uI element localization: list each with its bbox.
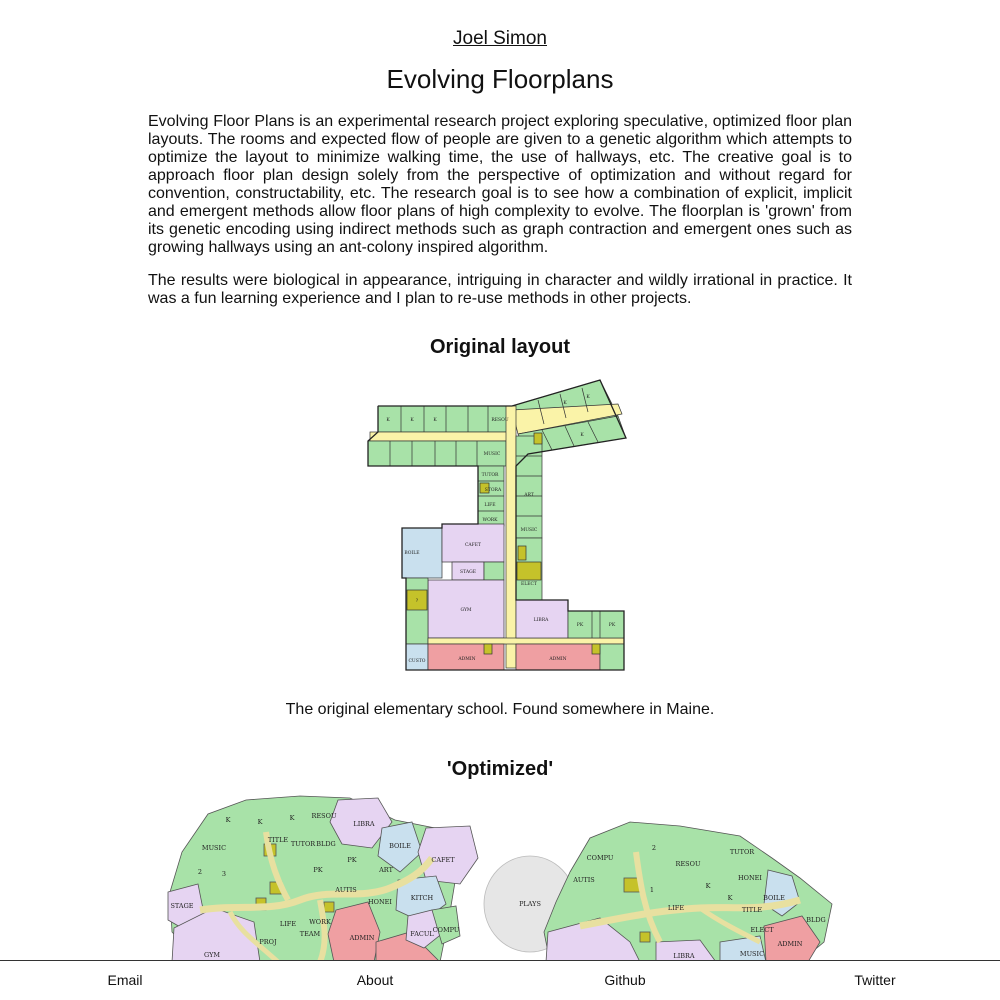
- olive-room: [484, 644, 492, 654]
- label-pk: PK: [313, 866, 323, 874]
- label-compu: COMPU: [432, 926, 460, 934]
- label-pk: PK: [608, 623, 616, 628]
- label-elect: ELECT: [520, 582, 538, 587]
- label-q: ?: [415, 599, 419, 604]
- classroom: [600, 644, 624, 670]
- label-admin: ADMIN: [549, 657, 567, 662]
- label-libra: LIBRA: [353, 820, 375, 828]
- label-team: TEAM: [299, 930, 321, 938]
- page-title: Evolving Floorplans: [386, 64, 614, 94]
- olive-room: [592, 644, 600, 654]
- optimized-heading: 'Optimized': [446, 758, 554, 780]
- label-title: TITLE: [741, 906, 763, 914]
- intro-paragraph-2: The results were biological in appearance, intriguing in character and wildly irrational in practice. It was a fun learning experience and I plan to re-use methods in other projects.: [148, 272, 852, 307]
- olive-room: [324, 902, 334, 912]
- classroom: [406, 578, 428, 644]
- original-floorplan-image: [360, 376, 630, 676]
- hallway: [428, 638, 624, 644]
- label-boile: BOILE: [763, 894, 785, 902]
- hallway: [370, 432, 512, 441]
- olive-room: [534, 433, 542, 444]
- label-life: LIFE: [279, 920, 297, 928]
- label-stora: STORA: [484, 488, 502, 493]
- footer-nav: [0, 960, 1000, 1000]
- footer-link-email[interactable]: Email: [107, 972, 143, 988]
- label-k: K: [727, 894, 733, 902]
- label-compu: COMPU: [586, 854, 614, 862]
- label-music: MUSIC: [520, 528, 538, 533]
- olive-room: [640, 932, 650, 942]
- label-tutor: TUTOR: [481, 473, 499, 478]
- label-gym: GYM: [203, 951, 221, 959]
- intro-paragraph-1: Evolving Floor Plans is an experimental research project exploring speculative, optimized floor plan layouts. The rooms and expected flow of people are given to a genetic algorithm which attempts to optimize the layout to minimize walking time, the use of hallways, etc. The creative goal is to approach floor plan design solely from the perspective of optimization and without regard for convention, constructability, etc. The research goal is to see how a combination of explicit, implicit and emergent methods allow floor plans of high complexity to evolve. The floorplan is 'grown' from its genetic encoding using indirect methods such as graph contraction and emergent ones such as growing hallways using an ant-colony inspired algorithm.: [148, 113, 852, 256]
- label-pk: PK: [347, 856, 357, 864]
- label-music: MUSIC: [201, 844, 227, 852]
- label-k: K: [410, 418, 414, 423]
- label-n3: 3: [221, 870, 227, 878]
- original-layout-heading: Original layout: [429, 336, 571, 358]
- label-resou: RESOU: [311, 812, 337, 820]
- label-k: K: [705, 882, 711, 890]
- label-n2: 2: [651, 844, 657, 852]
- label-boile: BOILE: [389, 842, 411, 850]
- label-admin: ADMIN: [349, 934, 375, 942]
- label-tutor: TUTOR: [290, 840, 316, 848]
- label-stage: STAGE: [460, 570, 476, 575]
- label-k: K: [586, 395, 590, 400]
- label-title: TITLE: [267, 836, 289, 844]
- classroom: [484, 562, 504, 580]
- label-gym: GYM: [460, 608, 472, 613]
- label-tutor: TUTOR: [729, 848, 755, 856]
- label-k: K: [433, 418, 437, 423]
- footer-link-about[interactable]: About: [356, 972, 394, 988]
- hallway: [506, 406, 516, 668]
- label-art: ART: [379, 866, 393, 874]
- label-n1: 1: [649, 886, 655, 894]
- label-admin: ADMIN: [777, 940, 803, 948]
- label-boile: BOILE: [404, 551, 420, 556]
- label-bldg: BLDG: [806, 916, 826, 924]
- label-music: MUSIC: [739, 950, 765, 958]
- label-resou: RESOU: [675, 860, 701, 868]
- author-header: [0, 28, 1000, 50]
- label-pk: PK: [576, 623, 584, 628]
- label-stage: STAGE: [170, 902, 194, 910]
- label-elect: ELECT: [750, 926, 774, 934]
- label-life: LIFE: [484, 503, 496, 508]
- label-life: LIFE: [667, 904, 685, 912]
- label-k: K: [580, 433, 584, 438]
- label-admin: ADMIN: [458, 657, 476, 662]
- label-work: WORK: [309, 918, 331, 926]
- label-music: MUSIC: [483, 452, 501, 457]
- label-art: ART: [524, 493, 534, 498]
- author-link[interactable]: Joel Simon: [453, 28, 547, 49]
- label-libra: LIBRA: [533, 618, 549, 623]
- classroom: [516, 436, 542, 538]
- label-work: WORK: [482, 518, 498, 523]
- blue-room: [406, 644, 428, 670]
- label-n2: 2: [197, 868, 203, 876]
- label-resou: RESOU: [491, 418, 509, 423]
- label-facul: FACUL: [410, 930, 434, 938]
- label-honei: HONEI: [368, 898, 392, 906]
- label-cafet: CAFET: [464, 543, 482, 548]
- olive-room: [517, 562, 541, 580]
- label-k: K: [289, 814, 295, 822]
- label-honei: HONEI: [738, 874, 762, 882]
- label-proj: PROJ: [259, 938, 277, 946]
- cafet-room: [418, 826, 478, 884]
- label-k: K: [386, 418, 390, 423]
- label-autis: AUTIS: [335, 886, 357, 894]
- footer-link-twitter[interactable]: Twitter: [854, 972, 896, 988]
- label-libra: LIBRA: [673, 952, 695, 960]
- label-k: K: [225, 816, 231, 824]
- label-bldg: BLDG: [316, 840, 336, 848]
- label-kitch: KITCH: [410, 894, 434, 902]
- original-layout-caption: The original elementary school. Found somewhere in Maine.: [285, 701, 715, 718]
- label-cafet: CAFET: [431, 856, 455, 864]
- footer-link-github[interactable]: Github: [604, 972, 646, 988]
- olive-room: [518, 546, 526, 560]
- label-custo: CUSTO: [408, 659, 426, 664]
- label-k: K: [563, 401, 567, 406]
- label-autis: AUTIS: [573, 876, 595, 884]
- label-plays: PLAYS: [519, 900, 541, 908]
- label-k: K: [257, 818, 263, 826]
- optimized-floorplan-image: [160, 792, 840, 960]
